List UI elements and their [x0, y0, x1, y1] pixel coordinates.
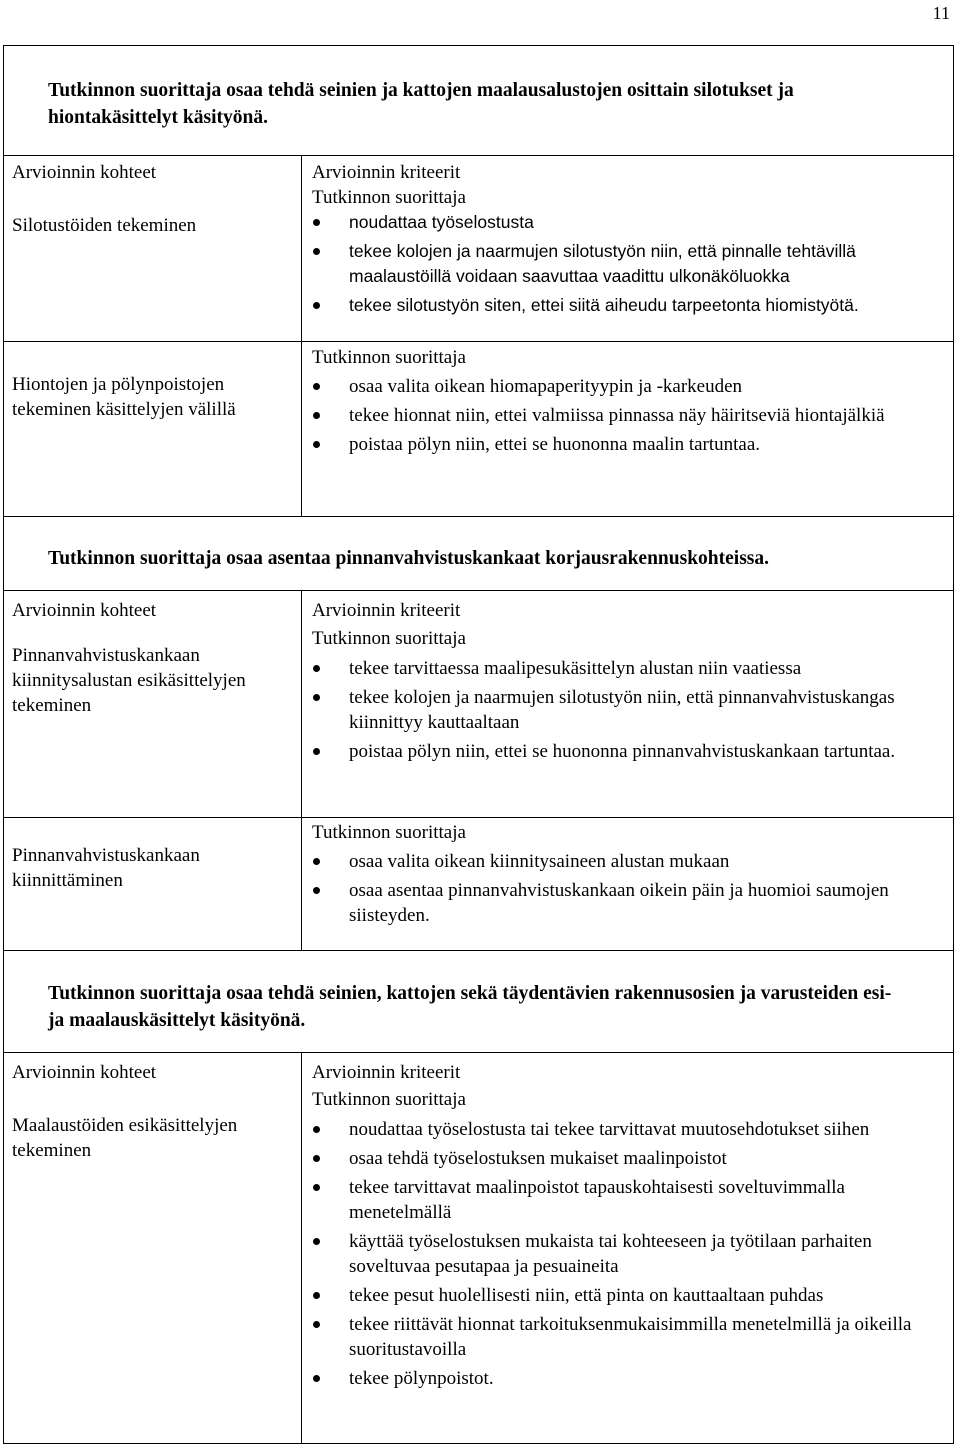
- section-title: Tutkinnon suorittaja osaa tehdä seinien, kattojen sekä täydentävien rakennusosien ja varusteiden esi- ja maalauskäsittelyt käsityönä.: [4, 951, 953, 1053]
- criteria-section-1: [3, 45, 954, 517]
- assessment-target: Hiontojen ja pölynpoistojen tekeminen käsittelyjen välillä: [12, 374, 236, 420]
- section-title: Tutkinnon suorittaja osaa asentaa pinnanvahvistuskankaat korjausrakennuskohteissa.: [4, 517, 953, 591]
- criteria-list: [312, 1117, 948, 1391]
- criterion: käyttää työselostuksen mukaista tai kohteeseen ja työtilaan parhaiten soveltuvaa pesutapaa ja pesuaineita: [312, 1229, 948, 1279]
- criterion: tekee kolojen ja naarmujen silotustyön niin, että pinnalle tehtävillä maalaustöillä voidaan saavuttaa vaadittu ulkonäköluokka: [312, 239, 948, 289]
- criterion: noudattaa työselostusta tai tekee tarvittavat muutosehdotukset siihen: [312, 1117, 948, 1142]
- column-header-criteria: Arvioinnin kriteerit: [312, 600, 461, 621]
- criteria-section-2: [3, 516, 954, 951]
- assessment-target: Pinnanvahvistuskankaan kiinnittäminen: [12, 845, 200, 891]
- criterion: osaa tehdä työselostuksen mukaiset maalinpoistot: [312, 1146, 948, 1171]
- criteria-list: [312, 374, 948, 457]
- criteria-table: [4, 591, 953, 950]
- criteria-list: [312, 656, 948, 764]
- criterion: noudattaa työselostusta: [312, 210, 948, 235]
- criterion: poistaa pölyn niin, ettei se huononna pinnanvahvistuskankaan tartuntaa.: [312, 739, 948, 764]
- criterion: osaa valita oikean hiomapaperityypin ja -karkeuden: [312, 374, 948, 399]
- criteria-subject: Tutkinnon suorittaja: [312, 1089, 466, 1110]
- column-header-targets: Arvioinnin kohteet: [12, 162, 157, 183]
- column-header-targets: Arvioinnin kohteet: [12, 600, 157, 621]
- criterion: tekee silotustyön siten, ettei siitä aiheudu tarpeetonta hiomistyötä.: [312, 293, 948, 318]
- criterion: osaa asentaa pinnanvahvistuskankaan oikein päin ja huomioi saumojen siisteyden.: [312, 878, 948, 928]
- criteria-subject: Tutkinnon suorittaja: [312, 187, 466, 208]
- criteria-table: [4, 156, 953, 516]
- column-header-targets: Arvioinnin kohteet: [12, 1062, 157, 1083]
- criteria-subject: Tutkinnon suorittaja: [312, 628, 466, 649]
- criterion: tekee tarvittaessa maalipesukäsittelyn alustan niin vaatiessa: [312, 656, 948, 681]
- criteria-list: [312, 849, 948, 928]
- assessment-target: Maalaustöiden esikäsittelyjen tekeminen: [12, 1115, 238, 1161]
- page-number: 11: [932, 3, 950, 23]
- criterion: tekee tarvittavat maalinpoistot tapauskohtaisesti soveltuvimmalla menetelmällä: [312, 1175, 948, 1225]
- criterion: poistaa pölyn niin, ettei se huononna maalin tartuntaa.: [312, 432, 948, 457]
- criterion: tekee pesut huolellisesti niin, että pinta on kauttaaltaan puhdas: [312, 1283, 948, 1308]
- criterion: tekee kolojen ja naarmujen silotustyön niin, että pinnanvahvistuskangas kiinnittyy kauttaaltaan: [312, 685, 948, 735]
- criterion: osaa valita oikean kiinnitysaineen alustan mukaan: [312, 849, 948, 874]
- section-title: Tutkinnon suorittaja osaa tehdä seinien ja kattojen maalausalustojen osittain silotukset ja hiontakäsittelyt käsityönä.: [4, 46, 953, 156]
- criterion: tekee riittävät hionnat tarkoituksenmukaisimmilla menetelmillä ja oikeilla suoritustavoilla: [312, 1312, 948, 1362]
- criteria-subject: Tutkinnon suorittaja: [312, 347, 466, 368]
- criterion: tekee pölynpoistot.: [312, 1366, 948, 1391]
- criteria-list: [312, 210, 948, 318]
- column-header-criteria: Arvioinnin kriteerit: [312, 1062, 461, 1083]
- criteria-subject: Tutkinnon suorittaja: [312, 822, 466, 843]
- column-header-criteria: Arvioinnin kriteerit: [312, 162, 461, 183]
- criteria-table: [4, 1053, 953, 1443]
- assessment-target: Pinnanvahvistuskankaan kiinnitysalustan esikäsittelyjen tekeminen: [12, 645, 246, 716]
- criterion: tekee hionnat niin, ettei valmiissa pinnassa näy häiritseviä hiontajälkiä: [312, 403, 948, 428]
- assessment-target: Silotustöiden tekeminen: [12, 215, 197, 236]
- criteria-section-3: [3, 950, 954, 1444]
